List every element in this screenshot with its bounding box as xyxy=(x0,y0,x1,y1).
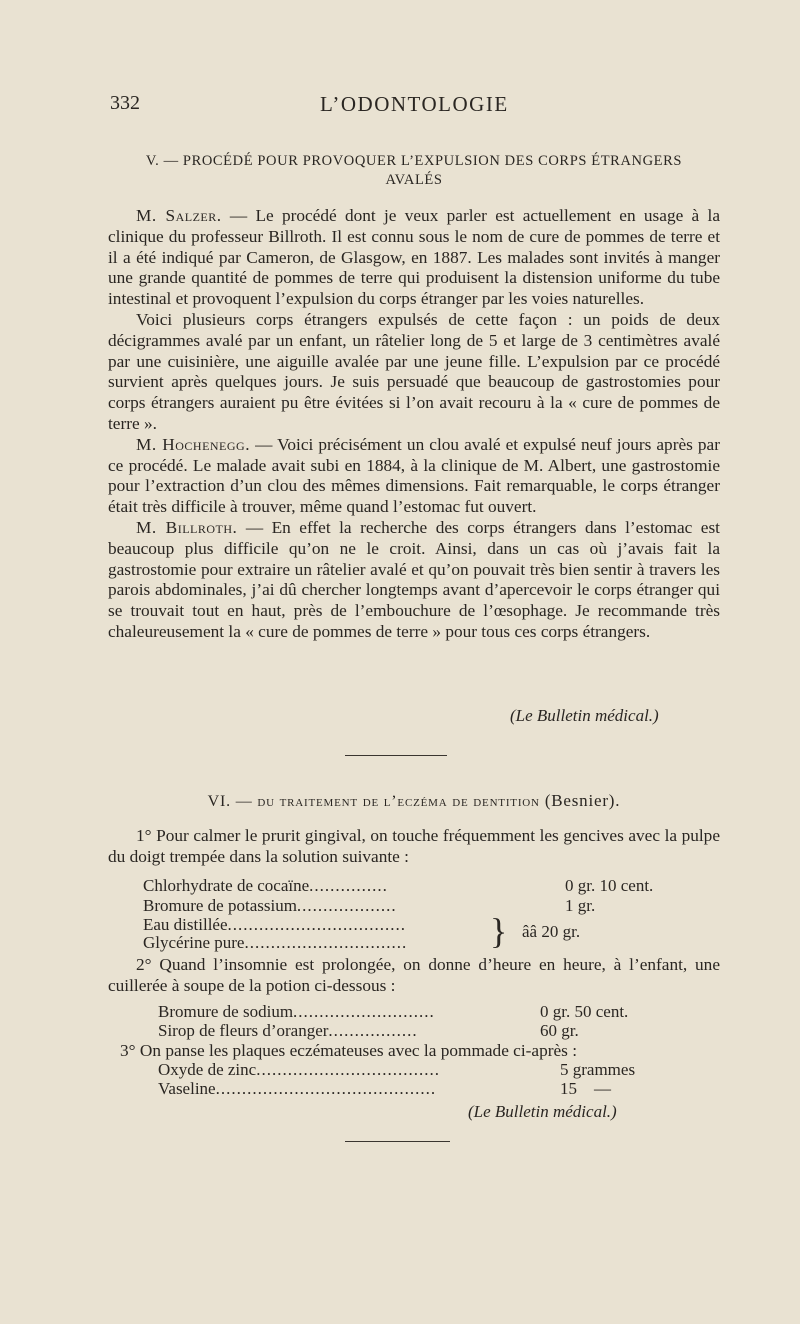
recipe-2-line-2 xyxy=(158,1021,418,1041)
leader-dots: ............................... xyxy=(244,933,408,952)
ingredient-qty: 0 gr. 50 cent. xyxy=(540,1002,629,1021)
speaker-hochenegg: M. Hochenegg. xyxy=(136,434,251,454)
ingredient-qty: 60 gr. xyxy=(540,1021,579,1040)
ingredient-name: Sirop de fleurs d’oranger xyxy=(158,1021,329,1040)
page-header xyxy=(110,92,720,122)
recipe-1-line-3 xyxy=(143,915,406,935)
ingredient-qty: 5 grammes xyxy=(560,1060,636,1079)
section-5-body xyxy=(108,206,720,643)
instruction-2: 2° Quand l’insomnie est prolongée, on donne d’heure en heure, à l’enfant, une cuillerée à soupe de la potion ci-dessous : xyxy=(108,955,720,995)
section-5-title-line-1: V. — PROCÉDÉ POUR PROVOQUER L’EXPULSION DES CORPS ÉTRANGERS xyxy=(145,153,683,169)
instruction-3: 3° On panse les plaques eczémateuses avec la pommade ci-après : xyxy=(120,1041,577,1060)
leader-dots: ........................... xyxy=(293,1002,435,1021)
paragraph-billroth xyxy=(108,518,720,643)
paragraph-salzer xyxy=(108,206,720,310)
section-6-intro-2 xyxy=(108,955,720,997)
paragraph-billroth-text: — En effet la recherche des corps étrangers dans l’estomac est beaucoup plus difficile qu’on ne le croit. Ainsi, dans un cas où j’avais fait la gastrostomie pour extraire un râtelier avalé et qu’on pouvait très bien sentir à travers les parois abdominales, j’ai dû chercher longtemps avant d’apercevoir le corps étranger qui se trouvait tout en haut, près de l’embouchure de l’œsophage. Je recommande très chaleureusement la « cure de pommes de terre » pour tous ces corps étrangers. xyxy=(108,517,720,641)
ingredient-name: Glycérine pure xyxy=(143,933,245,952)
leader-dots: ............... xyxy=(309,876,388,895)
paragraph-salzer-text: — Le procédé dont je veux parler est actuellement en usage à la clinique du professeur Billroth. Il est connu sous le nom de cure de pommes de terre et il a été indiqué par Cameron, de Glasgow, en 1887. Les malades sont invités à manger une grande quantité de pommes de terre qui produisent la distension uniforme du tube intestinal et provoquent l’expulsion du corps étranger par les voies naturelles. xyxy=(108,206,720,309)
leader-dots: ................. xyxy=(328,1021,418,1040)
section-5-source: (Le Bulletin médical.) xyxy=(510,706,659,725)
recipe-3-line-2 xyxy=(158,1079,436,1099)
recipe-1-line-4 xyxy=(143,933,407,953)
running-title: L’ODONTOLOGIE xyxy=(320,92,509,116)
section-5-title-line-2: AVALÉS xyxy=(385,172,443,188)
ingredient-qty: 1 gr. xyxy=(565,896,596,915)
ingredient-name: Vaseline xyxy=(158,1079,216,1098)
page-number: 332 xyxy=(110,92,140,114)
separator-rule-1 xyxy=(345,755,447,756)
ingredient-qty: 15 — xyxy=(560,1079,611,1098)
leader-dots: .......................................... xyxy=(215,1079,437,1098)
separator-rule-2 xyxy=(345,1141,450,1142)
section-6-title-main: du traitement de l’eczéma de dentition xyxy=(257,793,540,810)
ingredient-qty: 0 gr. 10 cent. xyxy=(565,876,654,895)
ingredient-name: Bromure de potassium xyxy=(143,896,297,915)
section-5-title xyxy=(108,152,720,190)
ingredient-name: Eau distillée xyxy=(143,915,228,934)
section-6-source: (Le Bulletin médical.) xyxy=(468,1102,617,1121)
section-6-intro-1 xyxy=(108,826,720,868)
instruction-1: 1° Pour calmer le prurit gingival, on touche fréquemment les gencives avec la pulpe du doigt trempée dans la solution suivante : xyxy=(108,826,720,866)
ingredient-name: Chlorhydrate de cocaïne xyxy=(143,876,310,895)
paragraph-hochenegg xyxy=(108,435,720,518)
leader-dots: ................... xyxy=(296,896,397,915)
ingredient-name: Oxyde de zinc xyxy=(158,1060,257,1079)
recipe-3-line-1 xyxy=(158,1060,440,1080)
brace-symbol: } xyxy=(490,911,508,951)
recipe-1-line-1 xyxy=(143,876,388,896)
ingredient-name: Bromure de sodium xyxy=(158,1002,294,1021)
paragraph-examples: Voici plusieurs corps étrangers expulsés de cette façon : un poids de deux décigrammes avalé par un enfant, un râtelier long de 5 et large de 3 centimètres avalé par une cuisinière, une aiguille avalée par une jeune fille. L’expulsion par ce procédé survient après quelques jours. Je suis persuadé que beaucoup de gastrostomies pour corps étrangers auraient pu être évitées si l’on avait recouru à la « cure de pommes de terre ». xyxy=(108,309,720,433)
section-6-title-suffix: (Besnier). xyxy=(539,791,621,810)
leader-dots: ................................... xyxy=(256,1060,440,1079)
paragraph-hochenegg-text: — Voici précisément un clou avalé et expulsé neuf jours après par ce procédé. Le malade avait subi en 1884, à la clinique de M. Albert, une gastrostomie pour l’extraction d’un clou des mêmes dimensions. Fait remarquable, le corps étranger était très difficile à trouver, même quand l’estomac fut ouvert. xyxy=(108,434,720,517)
section-6-title-prefix: VI. — xyxy=(207,793,258,810)
recipe-1-line-2 xyxy=(143,896,397,916)
leader-dots: .................................. xyxy=(227,915,407,934)
speaker-billroth: M. Billroth. xyxy=(136,517,238,537)
speaker-salzer: M. Salzer. xyxy=(136,206,222,225)
shared-quantity: ââ 20 gr. xyxy=(522,922,581,941)
section-6-title xyxy=(108,791,720,811)
recipe-2-line-1 xyxy=(158,1002,435,1022)
